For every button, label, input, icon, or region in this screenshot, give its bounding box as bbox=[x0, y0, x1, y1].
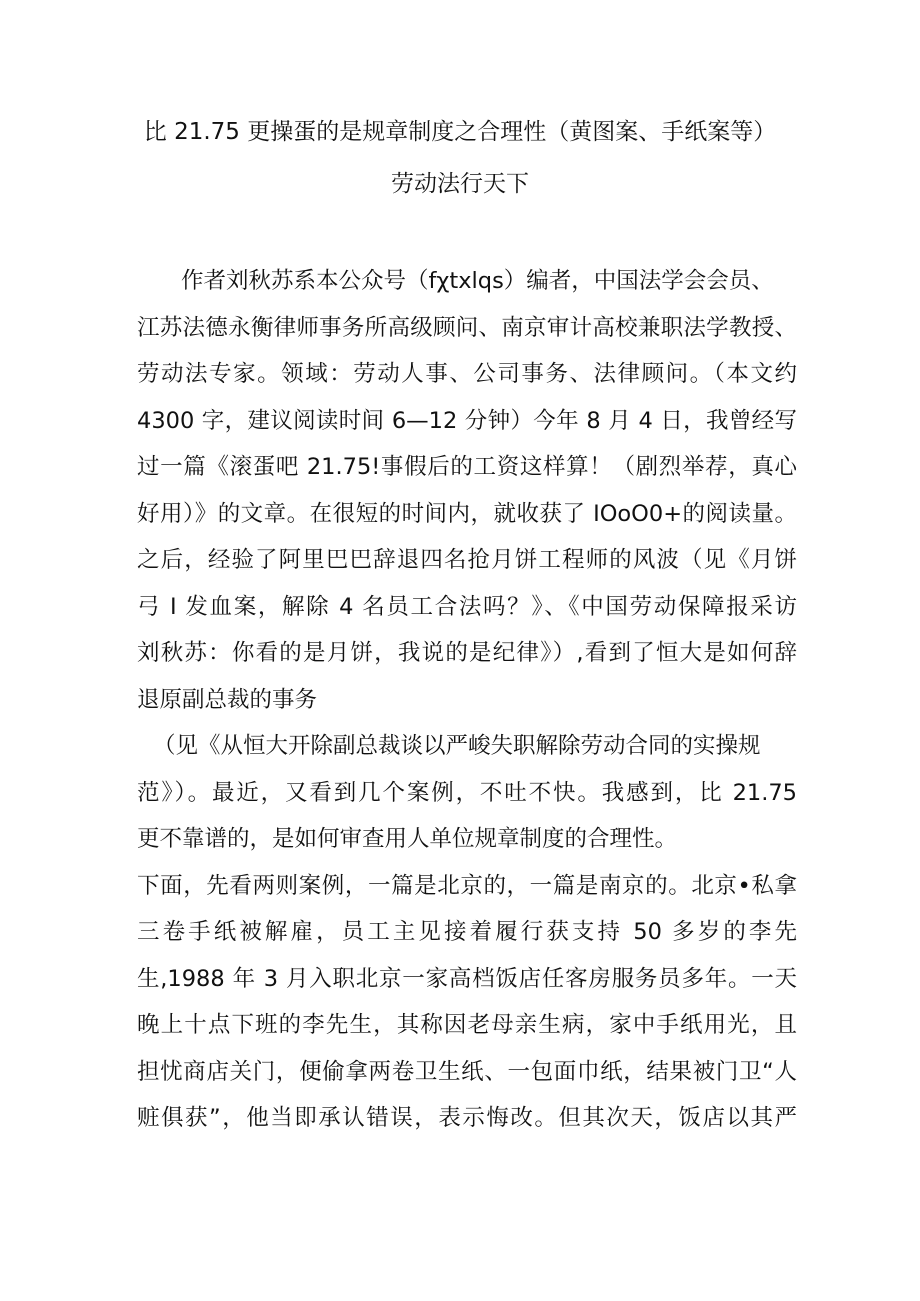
body-line: 退原副总裁的事务 bbox=[137, 686, 318, 713]
body-line: （见《从恒大开除副总裁谈以严峻失职解除劳动合同的实操规 bbox=[153, 733, 761, 759]
body-line: 更不靠谱的，是如何审查用人单位规章制度的合理性。 bbox=[137, 826, 678, 852]
body-line: 生,1988 年 3 月入职北京一家高档饭店任客房服务员多年。一天 bbox=[137, 965, 797, 992]
body-line: 4300 字，建议阅读时间 6—12 分钟）今年 8 月 4 日，我曾经写 bbox=[137, 407, 797, 434]
body-line: 弓 I 发血案，解除 4 名员工合法吗？》、《中国劳动保障报采访 bbox=[137, 593, 797, 620]
document-title: 比 21.75 更操蛋的是规章制度之合理性（黄图案、手纸案等） bbox=[143, 119, 777, 145]
body-line: 范》）。最近，又看到几个案例，不吐不快。我感到，比 21.75 bbox=[137, 779, 797, 806]
document-body bbox=[137, 258, 797, 1142]
body-line: 担忧商店关门，便偷拿两卷卫生纸、一包面巾纸，结果被门卫“人 bbox=[137, 1058, 797, 1085]
body-line: 三卷手纸被解雇，员工主见接着履行获支持 50 多岁的李先 bbox=[137, 919, 797, 945]
body-line: 作者刘秋苏系本公众号（fχtxlqs）编者，中国法学会会员、 bbox=[181, 268, 774, 294]
body-line: 之后，经验了阿里巴巴辞退四名抢月饼工程师的风波（见《月饼 bbox=[137, 547, 797, 573]
body-line: 刘秋苏：你看的是月饼，我说的是纪律》）,看到了恒大是如何辞 bbox=[137, 640, 797, 666]
body-line: 好用）》的文章。在很短的时间内，就收获了 IOoO0+的阅读量。 bbox=[137, 500, 797, 527]
body-line: 赃俱获”，他当即承认错误，表示悔改。但其次天，饭店以其严 bbox=[137, 1105, 797, 1131]
body-line: 下面，先看两则案例，一篇是北京的，一篇是南京的。北京•私拿 bbox=[137, 872, 797, 899]
document-subtitle: 劳动法行天下 bbox=[391, 171, 529, 197]
body-line: 劳动法专家。领域：劳动人事、公司事务、法律顾问。（本文约 bbox=[137, 361, 797, 387]
body-line: 过一篇《滚蛋吧 21.75!事假后的工资这样算！（剧烈举荐，真心 bbox=[137, 454, 797, 480]
body-line: 晚上十点下班的李先生，其称因老母亲生病，家中手纸用光，且 bbox=[137, 1012, 797, 1038]
body-line: 江苏法德永衡律师事务所高级顾问、南京审计高校兼职法学教授、 bbox=[137, 314, 797, 341]
